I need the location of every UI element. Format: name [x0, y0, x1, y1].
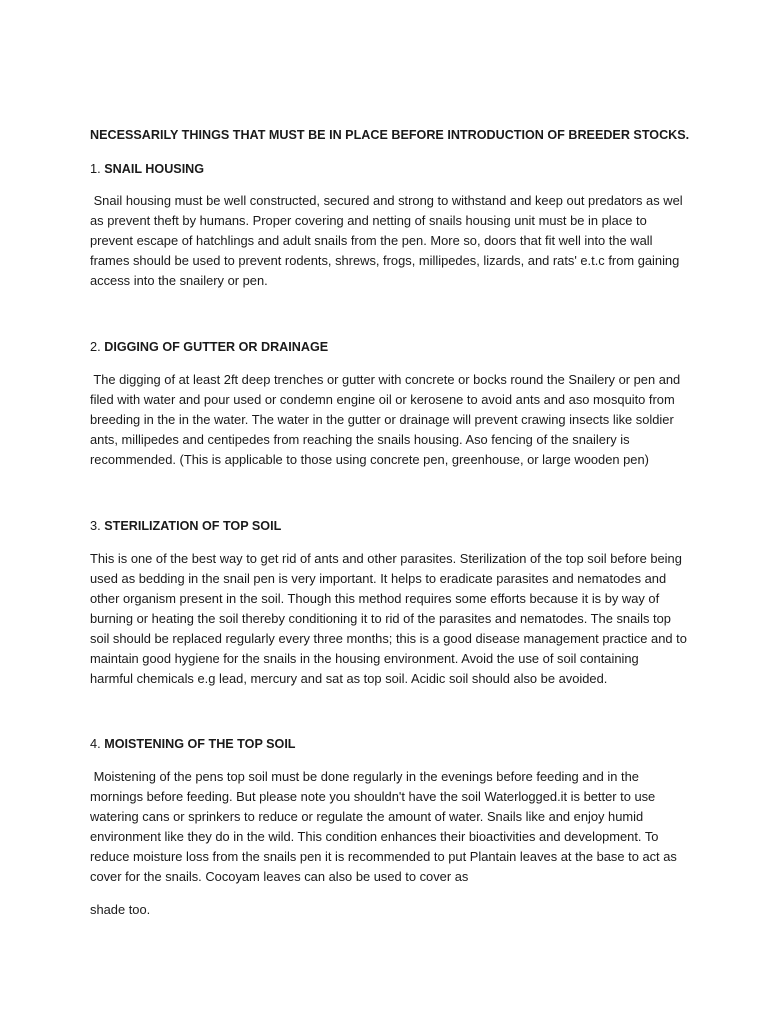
paragraph-line: ants, millipedes and centipedes from reaching the snails housing. Aso fencing of the snailery is — [90, 432, 630, 447]
section-paragraph-sterilization — [90, 549, 687, 689]
paragraph-line: access into the snailery or pen. — [90, 273, 268, 288]
paragraph-line: reduce moisture loss from the snails pen it is recommended to put Plantain leaves at the base to act as — [90, 849, 677, 864]
section-heading-digging-of-gutter — [90, 337, 328, 357]
paragraph-line: used as bedding in the snail pen is very important. It helps to eradicate parasites and nematodes and — [90, 571, 667, 586]
section-number: 1. — [90, 161, 101, 176]
section-heading-sterilization — [90, 516, 281, 536]
paragraph-line: breeding in the in the water. The water in the gutter or drainage will prevent crawing insects like soldier — [90, 412, 674, 427]
paragraph-line: Moistening of the pens top soil must be done regularly in the evenings before feeding and in the — [90, 769, 639, 784]
paragraph-line: filed with water and pour used or condemn engine oil or kerosene to avoid ants and aso mosquito from — [90, 392, 675, 407]
paragraph-line: as prevent theft by humans. Proper covering and netting of snails housing unit must be in place to — [90, 213, 647, 228]
section-title: SNAIL HOUSING — [104, 162, 205, 176]
paragraph-line: The digging of at least 2ft deep trenches or gutter with concrete or bocks round the Snailery or pen and — [90, 372, 681, 387]
paragraph-line: This is one of the best way to get rid of ants and other parasites. Sterilization of the top soil before being — [90, 551, 682, 566]
section-title: DIGGING OF GUTTER OR DRAINAGE — [104, 340, 329, 354]
section-number: 4. — [90, 736, 101, 751]
paragraph-line: maintain good hygiene for the snails in the housing environment. Avoid the use of soil containing — [90, 651, 639, 666]
section-paragraph-snail-housing — [90, 191, 683, 291]
paragraph-line: harmful chemicals e.g lead, mercury and sat as top soil. Acidic soil should also be avoided. — [90, 671, 608, 686]
paragraph-line: mornings before feeding. But please note you shouldn't have the soil Waterlogged.it is better to use — [90, 789, 656, 804]
paragraph-line: prevent escape of hatchlings and adult snails from the pen. More so, doors that fit well into the wall — [90, 233, 653, 248]
section-title: STERILIZATION OF TOP SOIL — [104, 519, 282, 533]
paragraph-line: recommended. (This is applicable to those using concrete pen, greenhouse, or large wooden pen) — [90, 452, 649, 467]
paragraph-line: burning or heating the soil thereby conditioning it to rid of the parasites and nematodes. The snails top — [90, 611, 671, 626]
paragraph-line: environment like they do in the wild. This condition enhances their bioactivities and development. To — [90, 829, 659, 844]
document-title: NECESSARILY THINGS THAT MUST BE IN PLACE BEFORE INTRODUCTION OF BREEDER STOCKS. — [90, 128, 690, 142]
section-heading-moistening — [90, 734, 296, 754]
paragraph-line: watering cans or sprinkers to reduce or regulate the amount of water. Snails like and enjoy humid — [90, 809, 644, 824]
section-paragraph-digging-of-gutter — [90, 370, 680, 470]
section-title: MOISTENING OF THE TOP SOIL — [104, 737, 296, 751]
section-number: 2. — [90, 339, 101, 354]
paragraph-line: soil should be replaced regularly every three months; this is a good disease management practice and to — [90, 631, 687, 646]
paragraph-line: cover for the snails. Cocoyam leaves can also be used to cover as — [90, 869, 469, 884]
paragraph-line: other organism present in the soil. Though this method requires some efforts because it is by way of — [90, 591, 660, 606]
paragraph-line: frames should be used to prevent rodents, shrews, frogs, millipedes, lizards, and rats' e.t.c from gaining — [90, 253, 680, 268]
paragraph-trailing-line: shade too. — [90, 902, 151, 917]
section-paragraph-moistening — [90, 767, 680, 887]
section-heading-snail-housing — [90, 159, 204, 179]
paragraph-line: Snail housing must be well constructed, secured and strong to withstand and keep out predators as wel — [90, 193, 683, 208]
section-number: 3. — [90, 518, 101, 533]
